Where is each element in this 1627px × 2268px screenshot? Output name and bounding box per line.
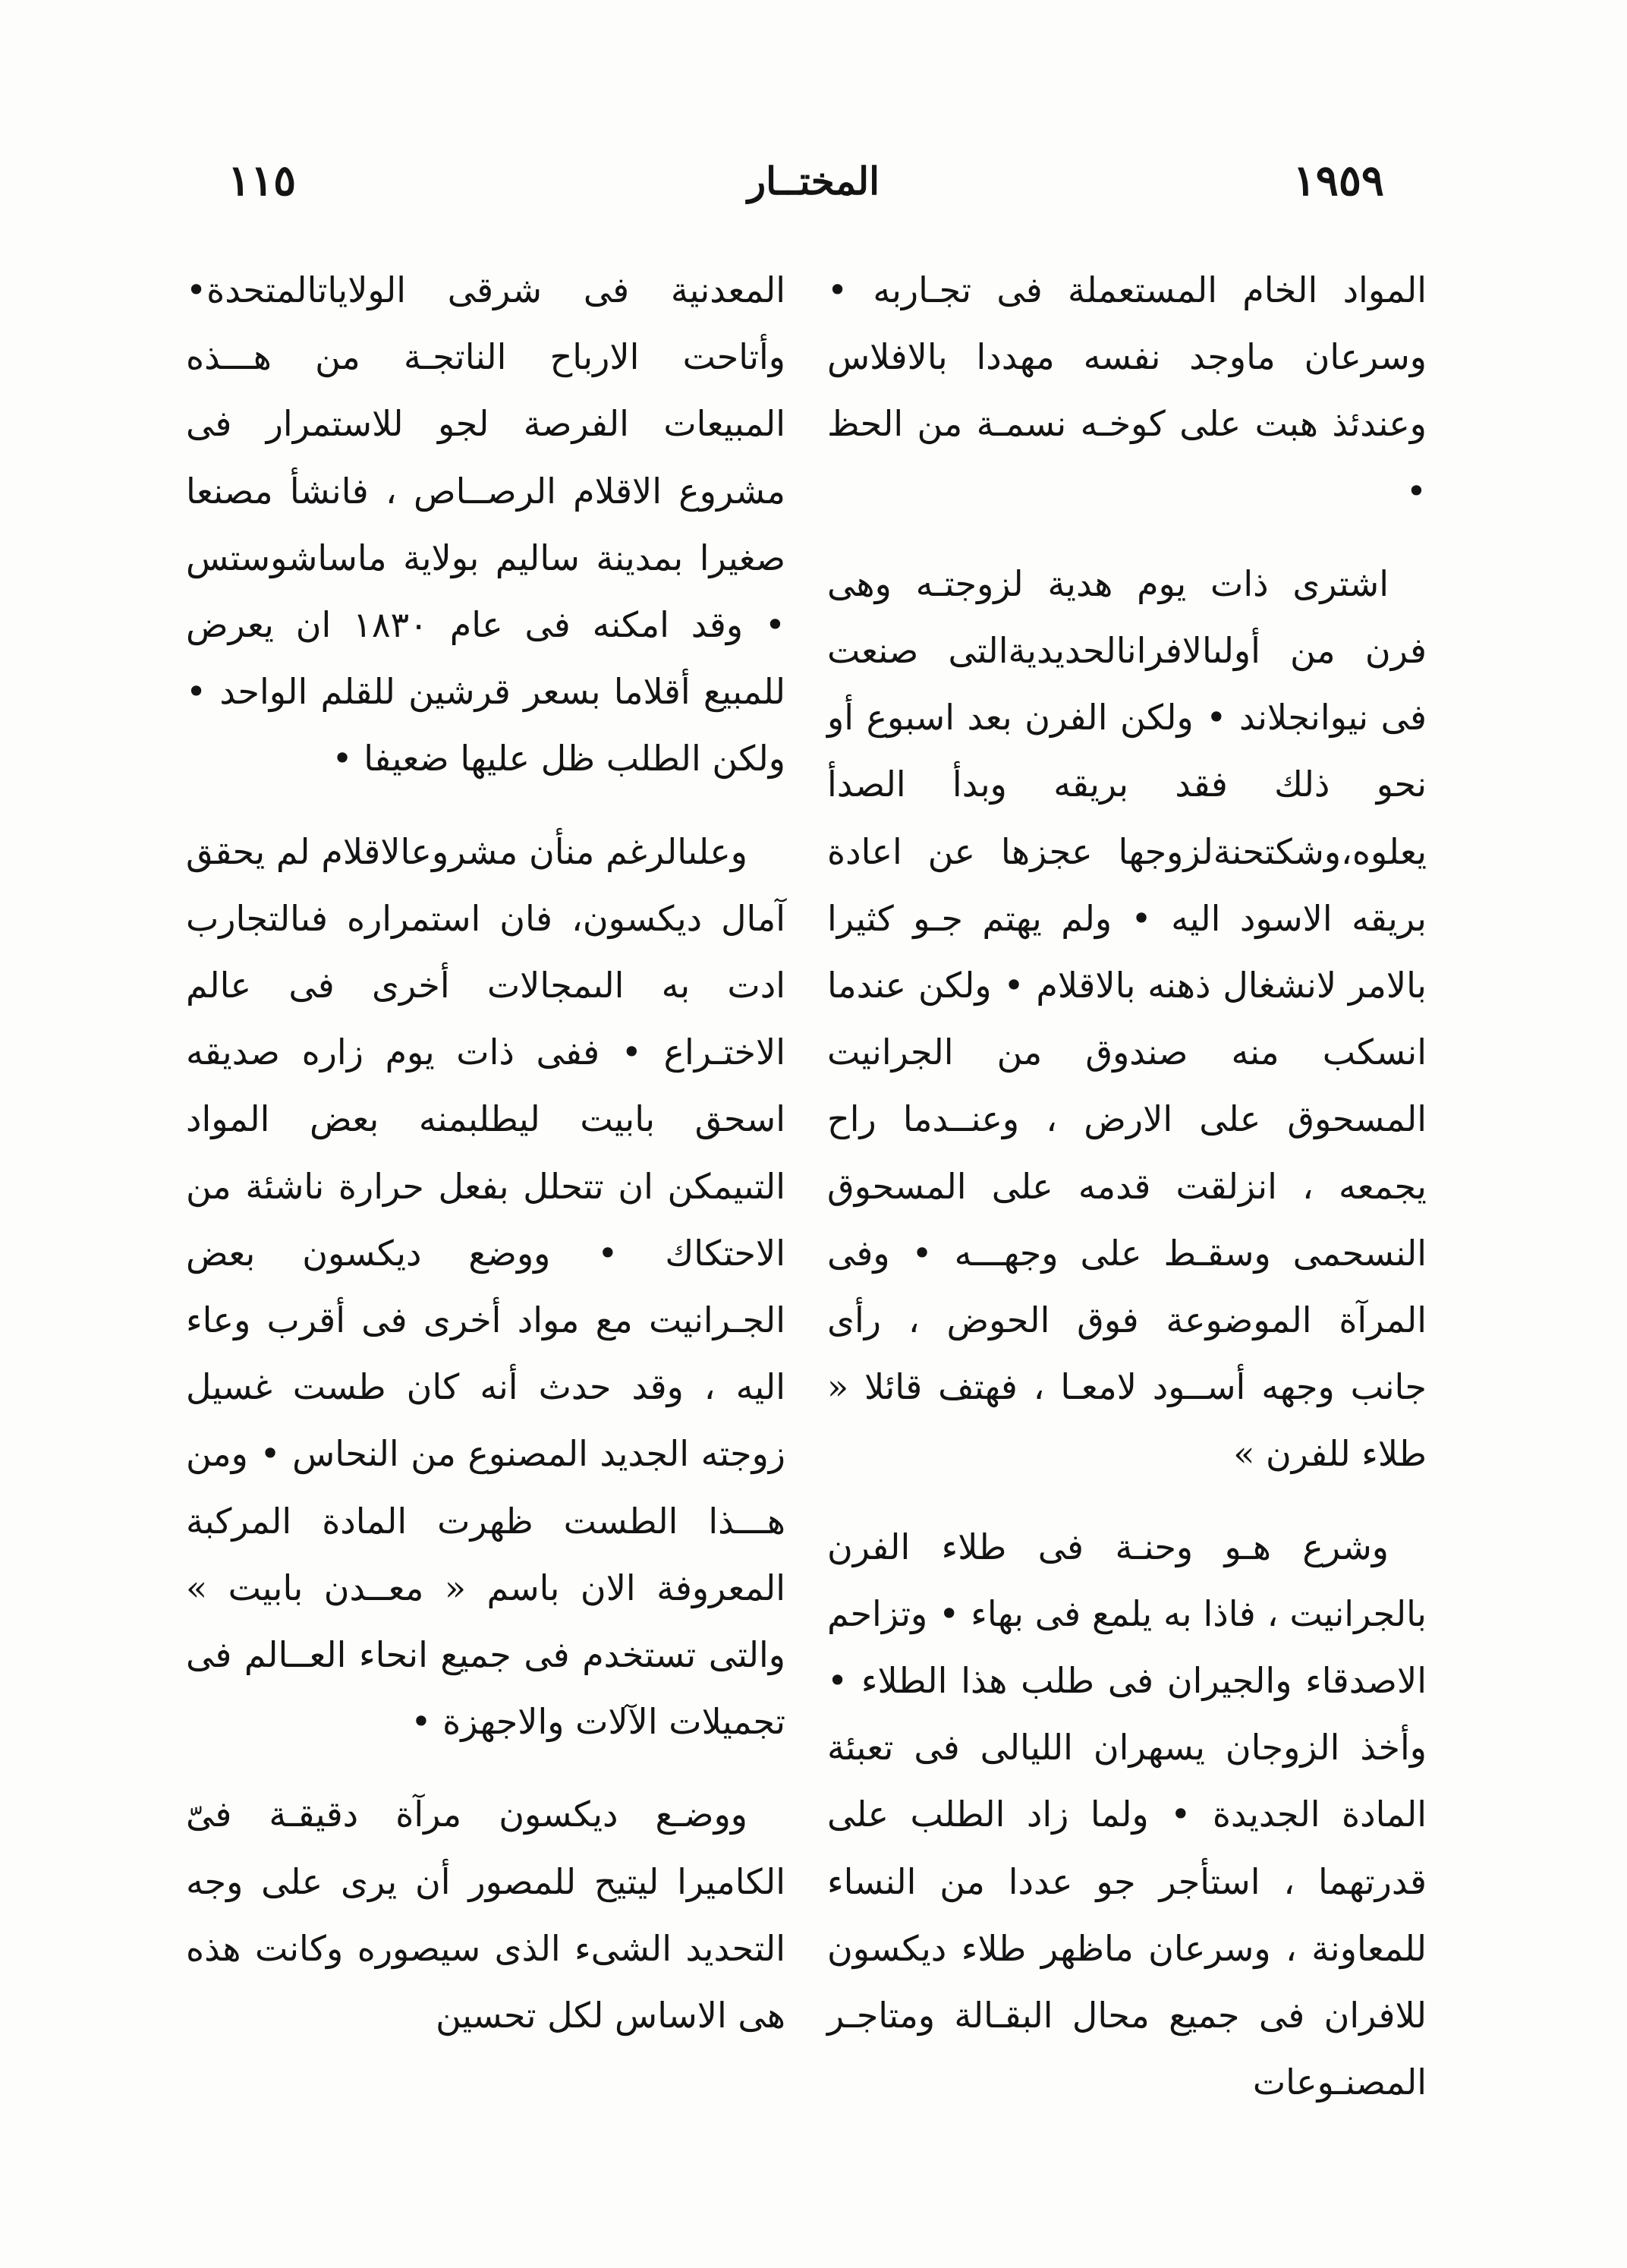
right-column bbox=[827, 257, 1427, 2115]
page-header bbox=[0, 156, 1627, 224]
paragraph: المعدنية فى شرقى الولاياتالمتحدة• وأتاحت الارباح الناتجـة من هـــذه المبيعات الفرصة لجو للاستمرار فى مشروع الاقلام الرصــاص ، فانشأ مصنعا صغيرا بمدينة سالیم بولاية ماساشوستس • وقد امكنه فى عام ١٨٣٠ ان يعرض للمبيع أقلاما بسعر قرشين للقلم الواحد • ولكن الطلب ظل عليها ضعيفا • bbox=[186, 269, 785, 780]
paragraph: المواد الخام المستعملة فى تجـاربه • وسرعان ماوجد نفسه مهددا بالافلاس وعندئذ هبت على كوخـه نسمـة من الحظ • bbox=[827, 269, 1427, 512]
page-number: ١١٥ bbox=[228, 156, 297, 206]
running-title: المختــار bbox=[747, 159, 880, 203]
left-column bbox=[186, 257, 785, 2049]
paragraph: وشرع هـو وحنـة فى طلاء الفرن بالجرانيت ، فاذا به يلمع فى بهاء • وتزاحم الاصدقاء والجيران فى طلب هذا الطلاء • وأخذ الزوجان يسهران الليالى فى تعبئة المادة الجديدة • ولما زاد الطلب على قدرتهما ، استأجر جو عددا من النساء للمعاونة ، وسرعان ماظهر طلاء ديكسون للافران فى جميع محال البقـالة ومتاجـر المصنـوعات bbox=[827, 1526, 1427, 2103]
paragraph: اشترى ذات يوم هدية لزوجتـه وهى فرن من أولىالافرانالحديديةالتى صنعت فى نيوانجلاند • ولكن الفرن بعد اسبوع أو نحو ذلك فقد بريقه وبدأ الصدأ يعلوه،وشكتحنةلزوجها عجزها عن اعادة بريقه الاسود اليه • ولم يهتم جـو كثيرا بالامر لانشغال ذهنه بالاقلام • ولكن عندما انسكب منه صندوق من الجرانيت المسحوق على الارض ، وعنــدما راح يجمعه ، انزلقت قدمه على المسحوق النسحمى وسقـط على وجهـــه • وفى المرآة الموضوعة فوق الحوض ، رأى جانب وجهه أســود لامعـا ، فهتف قائلا « طلاء للفرن » bbox=[827, 562, 1427, 1475]
year-number: ١٩٥٩ bbox=[1292, 156, 1384, 206]
paragraph: وعلىالرغم منأن مشروعالاقلام لم يحقق آمال ديكسون، فان استمراره فىالتجارب ادت به الىمجالات أخرى فى عالم الاختـراع • ففى ذات يوم زاره صديقه اسحق بابيت ليطلبمنه بعض المواد التىيمكن ان تتحلل بفعل حرارة ناشئة من الاحتكاك • ووضع ديكسون بعض الجـرانيت مع مواد أخرى فى أقرب وعاء اليه ، وقد حدث أنه كان طست غسيل زوجته الجديد المصنوع من النحاس • ومن هـــذا الطست ظهرت المادة المركبة المعروفة الان باسم « معــدن بابيت » والتى تستخدم فى جميع انحاء العــالم فى تجميلات الآلات والاجهزة • bbox=[186, 830, 785, 1743]
paragraph: ووضـع ديكسون مرآة دقيقـة فىّ الكاميرا ليتيح للمصور أن يرى على وجه التحديد الشىء الذى سيصوره وكانت هذه هى الاساس لكل تحسين bbox=[186, 1794, 785, 2036]
